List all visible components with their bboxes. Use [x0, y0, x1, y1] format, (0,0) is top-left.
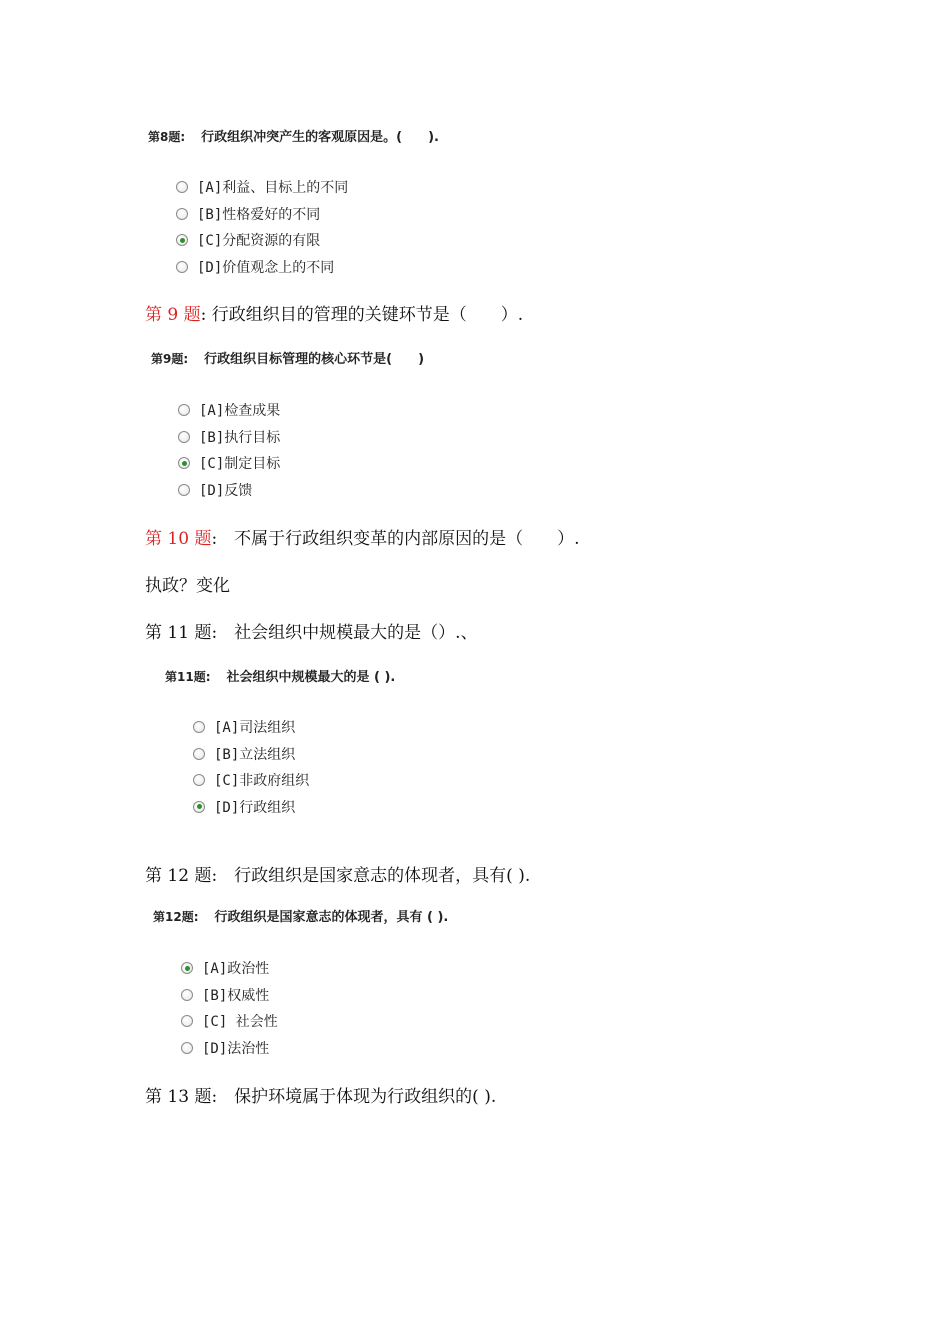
q11-option-c[interactable]: [C]非政府组织	[193, 767, 309, 794]
q8-screenshot-question	[148, 126, 439, 145]
radio-icon[interactable]	[181, 989, 193, 1001]
q9-screenshot-question	[151, 348, 424, 367]
q11-screenshot-number: 第11题:	[165, 670, 211, 684]
q8-option-c[interactable]: [C]分配资源的有限	[176, 227, 348, 254]
radio-icon[interactable]	[193, 721, 205, 733]
q9-option-a[interactable]: [A]检查成果	[178, 397, 280, 424]
q11-options	[193, 714, 309, 820]
q10-text: : 不属于行政组织变革的内部原因的是（ ）.	[211, 529, 580, 549]
radio-checked-icon[interactable]	[178, 457, 190, 469]
radio-icon[interactable]	[176, 261, 188, 273]
q9-text: : 行政组织目的管理的关键环节是（ ）.	[200, 305, 524, 325]
radio-icon[interactable]	[181, 1015, 193, 1027]
q8-option-d[interactable]: [D]价值观念上的不同	[176, 254, 348, 281]
radio-checked-icon[interactable]	[181, 962, 193, 974]
q12-options	[181, 955, 278, 1061]
radio-checked-icon[interactable]	[193, 801, 205, 813]
q11-screenshot-question	[165, 666, 395, 685]
q8-options	[176, 174, 348, 280]
q8-option-a[interactable]: [A]利益、目标上的不同	[176, 174, 348, 201]
q9-option-d[interactable]: [D]反馈	[178, 477, 280, 504]
q11-option-a[interactable]: [A]司法组织	[193, 714, 309, 741]
radio-icon[interactable]	[178, 484, 190, 496]
radio-icon[interactable]	[178, 431, 190, 443]
q11-question: 第 11 题: 社会组织中规模最大的是（）.、	[145, 623, 478, 643]
q12-option-c[interactable]: [C] 社会性	[181, 1008, 278, 1035]
q9-option-c[interactable]: [C]制定目标	[178, 450, 280, 477]
q8-screenshot-number: 第8题:	[148, 130, 186, 144]
q12-screenshot-text: 行政组织是国家意志的体现者，具有 ( ).	[214, 910, 449, 925]
q12-screenshot-question	[153, 906, 448, 925]
q12-option-b[interactable]: [B]权威性	[181, 982, 278, 1009]
q11-screenshot-text: 社会组织中规模最大的是 ( ).	[226, 670, 396, 685]
q9-question	[145, 300, 523, 325]
q8-screenshot-text: 行政组织冲突产生的客观原因是。( ).	[201, 130, 439, 145]
q11-option-d[interactable]: [D]行政组织	[193, 794, 309, 821]
q10-number: 第 10 题	[145, 529, 212, 549]
q10-question	[145, 524, 580, 549]
radio-icon[interactable]	[181, 1042, 193, 1054]
radio-icon[interactable]	[193, 748, 205, 760]
q10-answer: 执政？变化	[145, 576, 230, 596]
radio-icon[interactable]	[176, 181, 188, 193]
q12-option-d[interactable]: [D]法治性	[181, 1035, 278, 1062]
q8-option-b[interactable]: [B]性格爱好的不同	[176, 201, 348, 228]
q12-question: 第 12 题: 行政组织是国家意志的体现者，具有( ).	[145, 866, 531, 886]
q9-option-b[interactable]: [B]执行目标	[178, 424, 280, 451]
q12-option-a[interactable]: [A]政治性	[181, 955, 278, 982]
q11-option-b[interactable]: [B]立法组织	[193, 741, 309, 768]
radio-checked-icon[interactable]	[176, 234, 188, 246]
q9-number: 第 9 题	[145, 305, 201, 325]
radio-icon[interactable]	[178, 404, 190, 416]
q9-options	[178, 397, 280, 503]
q12-screenshot-number: 第12题:	[153, 910, 199, 924]
q9-screenshot-number: 第9题:	[151, 352, 189, 366]
radio-icon[interactable]	[176, 208, 188, 220]
q9-screenshot-text: 行政组织目标管理的核心环节是( )	[204, 352, 425, 367]
radio-icon[interactable]	[193, 774, 205, 786]
q13-question: 第 13 题: 保护环境属于体现为行政组织的( ).	[145, 1087, 497, 1107]
